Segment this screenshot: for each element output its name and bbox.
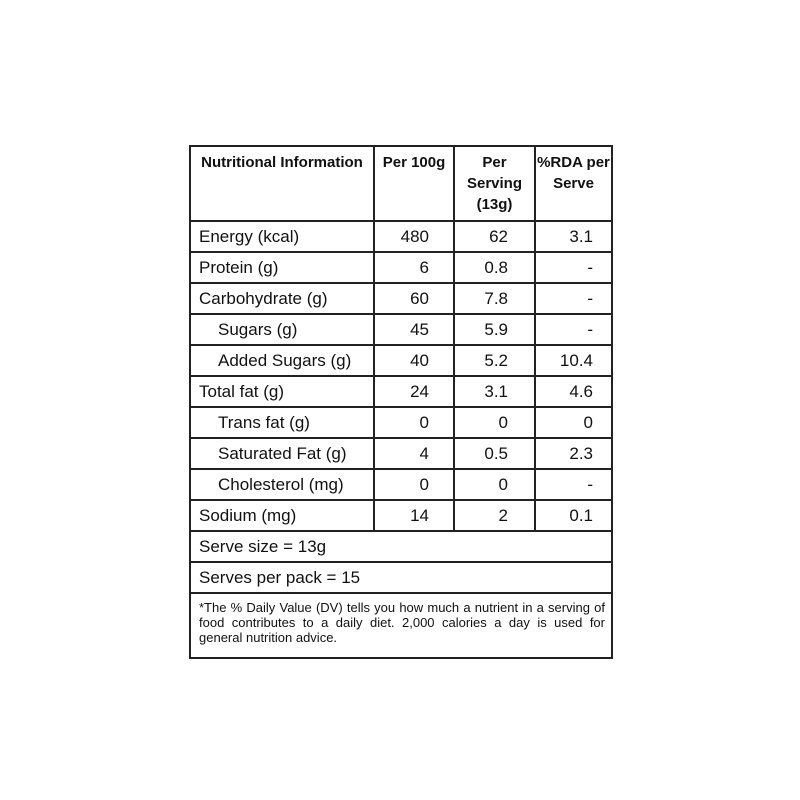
value-rda: 0 — [535, 407, 612, 438]
serve-size: Serve size = 13g — [190, 531, 612, 562]
value-per-100g: 4 — [374, 438, 454, 469]
value-rda: 4.6 — [535, 376, 612, 407]
footnote-row — [190, 593, 612, 658]
value-rda: 10.4 — [535, 345, 612, 376]
nutrition-facts-table — [189, 145, 613, 659]
value-per-100g: 6 — [374, 252, 454, 283]
value-per-serving: 62 — [454, 221, 535, 252]
value-per-serving: 3.1 — [454, 376, 535, 407]
table-row — [190, 407, 612, 438]
daily-value-footnote: *The % Daily Value (DV) tells you how much a nutrient in a serving of food contributes to a daily diet. 2,000 calories a day is used for general nutrition advice. — [190, 593, 612, 658]
value-per-serving: 5.9 — [454, 314, 535, 345]
table-row — [190, 221, 612, 252]
header-nutritional-information: Nutritional Information — [190, 146, 374, 221]
header-per-100g: Per 100g — [374, 146, 454, 221]
serves-per-pack: Serves per pack = 15 — [190, 562, 612, 593]
value-per-100g: 0 — [374, 407, 454, 438]
table-row — [190, 314, 612, 345]
value-rda: - — [535, 283, 612, 314]
value-per-serving: 0.5 — [454, 438, 535, 469]
nutrient-name: Sodium (mg) — [190, 500, 374, 531]
value-per-100g: 60 — [374, 283, 454, 314]
value-per-serving: 7.8 — [454, 283, 535, 314]
value-per-serving: 2 — [454, 500, 535, 531]
nutrient-name: Energy (kcal) — [190, 221, 374, 252]
nutrient-name: Saturated Fat (g) — [190, 438, 374, 469]
header-row — [190, 146, 612, 221]
header-rda-per-serve: %RDA per Serve — [535, 146, 612, 221]
nutrient-name: Cholesterol (mg) — [190, 469, 374, 500]
value-rda: 3.1 — [535, 221, 612, 252]
nutrient-name: Trans fat (g) — [190, 407, 374, 438]
table-row — [190, 252, 612, 283]
value-rda: - — [535, 252, 612, 283]
nutrient-name: Protein (g) — [190, 252, 374, 283]
serve-size-row — [190, 531, 612, 562]
value-per-100g: 0 — [374, 469, 454, 500]
value-rda: 0.1 — [535, 500, 612, 531]
table-row — [190, 438, 612, 469]
table-row — [190, 469, 612, 500]
value-per-100g: 14 — [374, 500, 454, 531]
value-rda: - — [535, 314, 612, 345]
value-per-serving: 0.8 — [454, 252, 535, 283]
nutrient-name: Total fat (g) — [190, 376, 374, 407]
table-row — [190, 283, 612, 314]
nutrient-name: Sugars (g) — [190, 314, 374, 345]
value-per-100g: 45 — [374, 314, 454, 345]
nutrient-name: Added Sugars (g) — [190, 345, 374, 376]
serves-per-pack-row — [190, 562, 612, 593]
value-rda: - — [535, 469, 612, 500]
table-row — [190, 376, 612, 407]
value-per-100g: 480 — [374, 221, 454, 252]
table-row — [190, 345, 612, 376]
value-per-serving: 0 — [454, 469, 535, 500]
value-rda: 2.3 — [535, 438, 612, 469]
value-per-100g: 40 — [374, 345, 454, 376]
nutrient-name: Carbohydrate (g) — [190, 283, 374, 314]
value-per-serving: 0 — [454, 407, 535, 438]
value-per-100g: 24 — [374, 376, 454, 407]
table-row — [190, 500, 612, 531]
value-per-serving: 5.2 — [454, 345, 535, 376]
header-per-serving: Per Serving (13g) — [454, 146, 535, 221]
